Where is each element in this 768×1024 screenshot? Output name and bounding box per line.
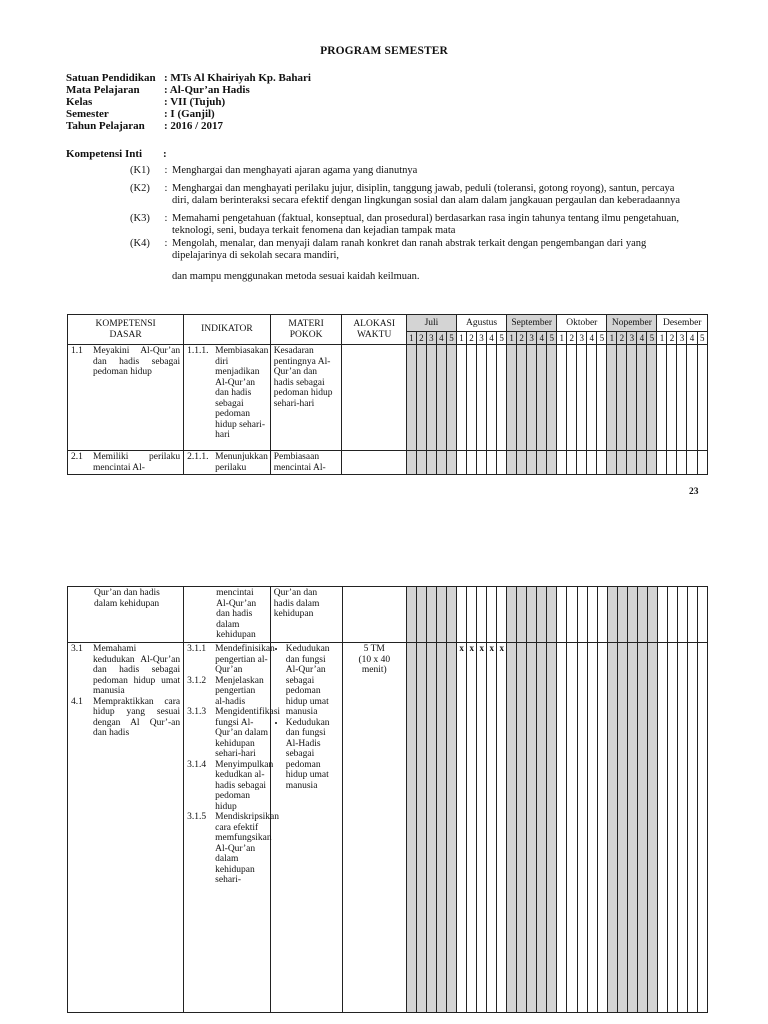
week-cell [547,587,557,643]
indikator-item [187,759,274,813]
week-number: 5 [547,332,557,345]
week-cell [437,587,447,643]
week-number: 5 [497,332,507,345]
week-cell [637,345,647,451]
ki-code: (K4) [130,238,150,249]
table-row [68,643,708,1013]
week-cell [557,587,567,643]
week-cell [537,587,547,643]
week-cell [567,587,577,643]
week-cell [437,643,447,1013]
week-cell [637,587,647,643]
identity-value: : MTs Al Khairiyah Kp. Bahari [164,72,311,84]
week-cell [477,451,487,475]
indikator-text: Menunjukkan perilaku [215,452,268,473]
materi-cell: Pembiasaan mencintai Al- [270,451,342,475]
materi-item: • Kedudukan dan fungsi Al-Qur’an sebagai pedoman hidup umat manusia [286,644,339,718]
week-cell [537,451,547,475]
week-cell [406,451,416,475]
ki-text: Mengolah, menalar, dan menyaji dalam ranah konkret dan ranah abstrak terkait dengan pengembangan dari yang dipelajarinya di sekolah secara mandiri, [172,238,647,261]
week-number: 3 [627,332,637,345]
week-cell [467,345,477,451]
kd-text: Meyakini Al-Qur’an dan hadis sebagai pedoman hidup [93,346,181,377]
alokasi-cell: 5 TM (10 x 40 menit) [342,643,406,1013]
week-cell [547,451,557,475]
week-cell [467,587,477,643]
indikator-number: 1.1.1. [187,346,209,356]
identity-label: Mata Pelajaran [66,84,140,96]
week-cell [677,345,687,451]
week-cell [587,587,597,643]
kd-item [71,697,180,739]
ki-code: (K2) [130,183,150,194]
week-cell [597,587,607,643]
month-header: Desember [657,315,708,332]
week-cell [467,451,477,475]
week-number: 1 [457,332,467,345]
week-cell [627,451,637,475]
indikator-item [187,452,267,473]
week-cell [567,643,577,1013]
week-cell [647,345,657,451]
identity-value: : Al-Qur’an Hadis [164,84,250,96]
week-cell [577,451,587,475]
document-title: PROGRAM SEMESTER [320,45,448,57]
ki-item-k3 [130,213,705,237]
week-cell [577,587,587,643]
alokasi-cell [342,345,406,451]
ki-item-k2 [130,183,705,207]
week-cell [447,587,457,643]
header-alokasi-waktu: ALOKASI WAKTU [342,315,406,345]
week-cell [417,643,427,1013]
week-cell [517,587,527,643]
week-cell [697,451,708,475]
kd-item [71,346,180,378]
week-cell [537,345,547,451]
week-cell [687,345,697,451]
indikator-number: 3.1.1 [187,644,207,654]
week-cell [657,345,667,451]
week-cell [697,345,708,451]
week-cell [487,345,497,451]
week-number: 4 [587,332,597,345]
week-number: 2 [617,332,627,345]
ki-text: Memahami pengetahuan (faktual, konseptual, dan prosedural) berdasarkan rasa ingin tahunya tentang ilmu pengetahuan, teknologi, seni, budaya terkait fenomena dan kejadian tampak mata [172,213,680,236]
week-cell [607,587,617,643]
week-cell [687,643,697,1013]
kd-item [71,452,180,473]
materi-list [274,644,339,791]
week-cell [597,451,607,475]
week-cell [697,643,707,1013]
week-cell [507,345,517,451]
identity-row [66,84,311,96]
week-cell [557,345,567,451]
week-number: 2 [467,332,477,345]
week-cell [667,345,677,451]
kd-number: 4.1 [71,696,83,707]
week-cell [457,451,467,475]
week-number: 3 [477,332,487,345]
week-cell [587,451,597,475]
week-cell [597,643,607,1013]
indikator-text: Menjelaskan pengertian al-hadis [215,675,264,707]
week-cell [637,451,647,475]
alokasi-cell [342,451,406,475]
kompetensi-inti-label [66,148,167,160]
kd-text: Memiliki perilaku mencintai Al- [93,452,181,473]
week-cell [677,451,687,475]
indikator-item [187,346,267,441]
indikator-text: Mendefinisikan pengertian al-Qur’an [215,644,275,675]
indikator-number: 3.1.4 [187,759,207,770]
week-cell [426,451,436,475]
week-cell [547,345,557,451]
week-cell: x [477,643,487,1013]
identity-value: : I (Ganjil) [164,108,215,120]
week-number: 5 [597,332,607,345]
week-cell [457,587,467,643]
week-cell [667,643,677,1013]
week-number: 5 [697,332,708,345]
week-cell [647,643,657,1013]
kompetensi-inti-title: Kompetensi Inti [66,148,143,160]
indikator-text: Menyimpulkan kedudkan al-hadis sebagai pedoman hidup [215,759,274,812]
week-cell [436,451,446,475]
week-cell [627,587,637,643]
kd-number: 1.1 [71,346,83,356]
week-cell [527,345,537,451]
kompetensi-dasar-cell [68,345,184,451]
week-cell [517,345,527,451]
week-cell [406,345,416,451]
week-cell [687,451,697,475]
week-cell [427,643,437,1013]
week-number: 1 [507,332,517,345]
identity-row [66,120,311,132]
week-number: 4 [487,332,497,345]
week-cell [436,345,446,451]
week-cell [446,345,456,451]
week-cell [507,643,517,1013]
identity-label: Satuan Pendidikan [66,72,156,84]
week-cell [607,643,617,1013]
week-cell [416,451,426,475]
week-number: 1 [657,332,667,345]
week-number: 1 [406,332,416,345]
week-number: 4 [687,332,697,345]
week-cell [577,643,587,1013]
week-cell [567,345,577,451]
week-cell: x [487,643,497,1013]
indikator-item [187,812,280,886]
week-number: 2 [667,332,677,345]
week-cell [667,451,677,475]
week-number: 4 [436,332,446,345]
week-cell [567,451,577,475]
month-header: Nopember [607,315,657,332]
week-cell [477,345,487,451]
week-number: 5 [446,332,456,345]
indikator-text: Mendiskripsikan cara efektif memfungsikan Al-Qur’an dalam kehidupan sehari- [215,812,280,885]
week-number: 5 [647,332,657,345]
indikator-cell [184,643,281,1013]
week-number: 3 [577,332,587,345]
kompetensi-inti-colon: : [163,148,167,160]
header-materi-pokok: MATERI POKOK [270,315,342,345]
indikator-text: Membiasakan diri menjadikan Al-Qur’an dan hadis sebagai pedoman hidup sehari-hari [215,346,269,440]
identity-row [66,96,311,108]
header-row [68,315,708,332]
kompetensi-dasar-cell [68,451,184,475]
week-cell [416,345,426,451]
ki-colon: : [164,213,168,224]
week-cell [687,587,697,643]
week-cell [497,345,507,451]
week-cell [447,643,457,1013]
week-cell [627,643,637,1013]
identity-block [66,72,311,132]
week-number: 3 [527,332,537,345]
identity-value: : VII (Tujuh) [164,96,226,108]
week-cell [426,345,436,451]
week-number: 3 [677,332,687,345]
indikator-text: Mengidentifikasi fungsi Al-Qur’an dalam kehidupan sehari-hari [215,707,281,759]
week-cell [446,451,456,475]
week-cell [617,587,627,643]
week-number: 2 [567,332,577,345]
page-2 [0,510,768,1024]
indikator-cell: mencintai Al-Qur’an dan hadis dalam kehidupan [184,587,271,643]
header-kompetensi-dasar: KOMPETENSI DASAR [68,315,184,345]
week-cell [557,643,567,1013]
materi-cell [270,643,342,1013]
week-cell [637,643,647,1013]
month-header: Agustus [457,315,507,332]
week-cell: x [467,643,477,1013]
ki-text: Menghargai dan menghayati perilaku jujur, disiplin, tanggung jawab, peduli (toleransi, gotong royong), santun, percaya diri, dalam berinteraksi secara efektif dengan lingkungan sosial dan alam dalam jangkauan pergaulan dan keberadaannya [172,183,680,206]
week-number: 2 [517,332,527,345]
ki-code: (K3) [130,213,150,224]
ki-continuation: dan mampu menggunakan metoda sesuai kaidah keilmuan. [172,271,420,282]
indikator-number: 3.1.2 [187,675,207,686]
week-cell [497,451,507,475]
kompetensi-dasar-cell: Qur’an dan hadis dalam kehidupan [68,587,184,643]
identity-label: Tahun Pelajaran [66,120,145,132]
week-number: 3 [426,332,436,345]
week-cell [417,587,427,643]
week-number: 1 [557,332,567,345]
indikator-number: 2.1.1. [187,452,209,462]
week-cell [406,587,416,643]
identity-row [66,108,311,120]
week-cell [587,345,597,451]
indikator-cell [184,345,271,451]
week-cell [587,643,597,1013]
ki-code: (K1) [130,165,150,176]
week-cell [517,451,527,475]
week-cell [487,587,497,643]
week-cell [697,587,707,643]
week-cell [557,451,567,475]
week-cell [647,451,657,475]
month-header: Oktober [557,315,607,332]
week-cell [677,587,687,643]
week-cell [577,345,587,451]
table-row [68,451,708,475]
week-cell: x [497,643,507,1013]
week-cell [507,451,517,475]
week-number: 1 [607,332,617,345]
schedule-table-page-2 [67,586,708,1013]
page-number: 23 [689,487,699,497]
header-indikator: INDIKATOR [184,315,271,345]
week-cell [677,643,687,1013]
week-cell [617,345,627,451]
week-cell [607,345,617,451]
ki-item-k1 [130,165,705,177]
indikator-item [187,644,275,676]
week-cell: x [457,643,467,1013]
materi-cell: Qur’an dan hadis dalam kehidupan [270,587,342,643]
ki-text: Menghargai dan menghayati ajaran agama yang dianutnya [172,165,418,176]
week-cell [527,643,537,1013]
week-cell [617,451,627,475]
week-cell [607,451,617,475]
month-header: Juli [406,315,456,332]
indikator-cell [184,451,271,475]
week-cell [597,345,607,451]
week-cell [527,587,537,643]
indikator-item [187,707,281,760]
indikator-item [187,676,267,708]
week-cell [477,587,487,643]
week-number: 2 [416,332,426,345]
week-cell [667,587,677,643]
week-number: 4 [637,332,647,345]
week-cell [647,587,657,643]
ki-colon: : [164,183,168,194]
kd-item [71,644,180,697]
schedule-table-page-1 [67,314,708,475]
week-cell [517,643,527,1013]
identity-value: : 2016 / 2017 [164,120,223,132]
identity-row [66,72,311,84]
ki-item-k4 [130,238,705,262]
week-cell [657,587,667,643]
week-cell [487,451,497,475]
materi-cell: Kesadaran pentingnya Al-Qur’an dan hadis sebagai pedoman hidup sehari-hari [270,345,342,451]
week-cell [657,643,667,1013]
month-header: September [507,315,557,332]
materi-item: • Kedudukan dan fungsi Al-Hadis sebagai pedoman hidup umat manusia [286,718,339,792]
kd-text: Memahami kedudukan Al-Qur’an dan hadis sebagai pedoman hidup umat manusia [93,644,181,696]
week-cell [527,451,537,475]
week-cell [657,451,667,475]
week-cell [507,587,517,643]
indikator-number: 3.1.5 [187,812,207,822]
week-cell [406,643,416,1013]
week-number: 4 [537,332,547,345]
week-cell [427,587,437,643]
week-cell [537,643,547,1013]
identity-label: Semester [66,108,109,120]
ki-colon: : [164,238,168,249]
week-cell [547,643,557,1013]
kd-text: Mempraktikkan cara hidup yang sesuai dengan Al Qur’-an dan hadis [93,696,181,738]
kd-number: 2.1 [71,452,83,462]
week-cell [627,345,637,451]
week-cell [497,587,507,643]
alokasi-cell [342,587,406,643]
kompetensi-dasar-cell [68,643,184,1013]
page-1 [0,0,768,510]
ki-colon: : [164,165,168,176]
week-cell [617,643,627,1013]
table-row [68,587,708,643]
table-row [68,345,708,451]
week-cell [457,345,467,451]
indikator-number: 3.1.3 [187,707,207,717]
kd-number: 3.1 [71,644,83,654]
identity-label: Kelas [66,96,93,108]
